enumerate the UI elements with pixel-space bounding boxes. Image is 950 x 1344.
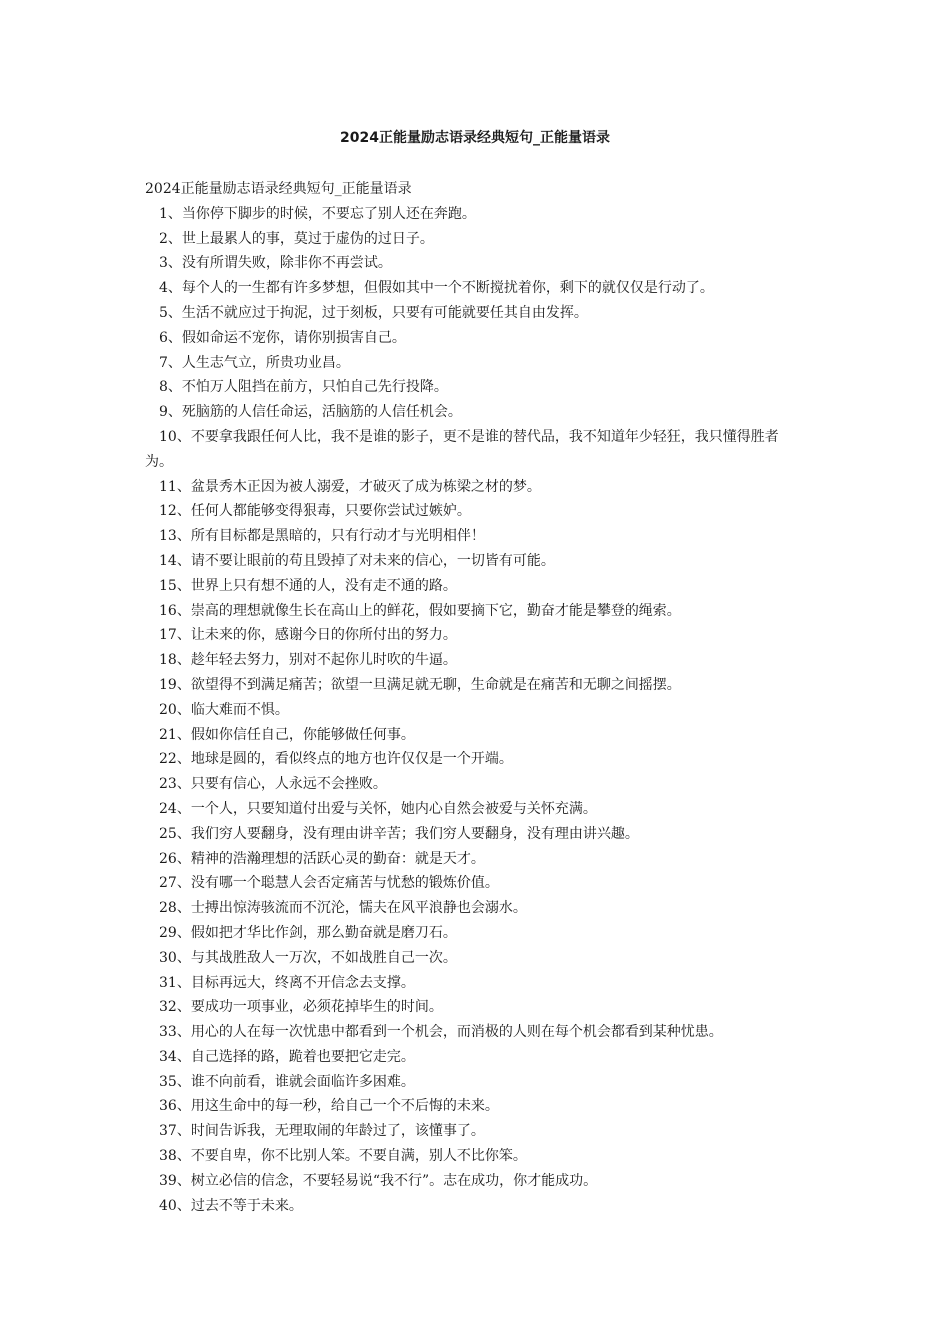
quote-item: 19、欲望得不到满足痛苦；欲望一旦满足就无聊，生命就是在痛苦和无聊之间摇摆。: [159, 676, 681, 693]
quote-list: [145, 202, 805, 1219]
quote-item: 13、所有目标都是黑暗的，只有行动才与光明相伴！: [159, 528, 485, 545]
quote-item: 21、假如你信任自己，你能够做任何事。: [159, 726, 415, 743]
quote-item: 22、地球是圆的，看似终点的地方也许仅仅是一个开端。: [159, 751, 513, 768]
quote-item: 37、时间告诉我，无理取闹的年龄过了，该懂事了。: [159, 1123, 485, 1140]
quote-item: 30、与其战胜敌人一万次，不如战胜自己一次。: [159, 949, 457, 966]
quote-item: 24、一个人，只要知道付出爱与关怀，她内心自然会被爱与关怀充满。: [159, 800, 597, 817]
quote-item: 12、任何人都能够变得狠毒，只要你尝试过嫉妒。: [159, 503, 471, 520]
quote-item: 25、我们穷人要翻身，没有理由讲辛苦；我们穷人要翻身，没有理由讲兴趣。: [159, 825, 639, 842]
quote-item: 23、只要有信心，人永远不会挫败。: [159, 776, 387, 793]
document-subtitle: 2024正能量励志语录经典短句_正能量语录: [145, 181, 412, 197]
quote-item: 3、没有所谓失败，除非你不再尝试。: [159, 255, 392, 272]
quote-item: 38、不要自卑，你不比别人笨。不要自满，别人不比你笨。: [159, 1148, 527, 1165]
quote-item: 36、用这生命中的每一秒，给自己一个不后悔的未来。: [159, 1098, 499, 1115]
document-body: [145, 177, 805, 1218]
quote-item: 10、不要拿我跟任何人比，我不是谁的影子，更不是谁的替代品，我不知道年少轻狂，我只懂得胜者为。: [145, 428, 779, 470]
quote-item: 28、士搏出惊涛骇流而不沉沦，懦夫在风平浪静也会溺水。: [159, 900, 527, 917]
quote-item: 16、崇高的理想就像生长在高山上的鲜花，假如要摘下它，勤奋才能是攀登的绳索。: [159, 602, 681, 619]
quote-item: 15、世界上只有想不通的人，没有走不通的路。: [159, 577, 457, 594]
quote-item: 26、精神的浩瀚理想的活跃心灵的勤奋：就是天才。: [159, 850, 485, 867]
quote-item: 39、树立必信的信念，不要轻易说“我不行”。志在成功，你才能成功。: [159, 1172, 598, 1189]
quote-item: 34、自己选择的路，跪着也要把它走完。: [159, 1048, 415, 1065]
quote-item: 29、假如把才华比作剑，那么勤奋就是磨刀石。: [159, 924, 457, 941]
quote-item: 32、要成功一项事业，必须花掉毕生的时间。: [159, 999, 443, 1016]
quote-item: 6、假如命运不宠你，请你别损害自己。: [159, 329, 406, 346]
quote-item: 7、人生志气立，所贵功业昌。: [159, 354, 350, 371]
quote-item: 31、目标再远大，终离不开信念去支撑。: [159, 974, 415, 991]
quote-item: 18、趁年轻去努力，别对不起你儿时吹的牛逼。: [159, 652, 457, 669]
quote-item: 11、盆景秀木正因为被人溺爱，才破灭了成为栋梁之材的梦。: [159, 478, 541, 495]
document-title: 2024正能量励志语录经典短句_正能量语录: [340, 130, 610, 146]
quote-item: 33、用心的人在每一次忧患中都看到一个机会，而消极的人则在每个机会都看到某种忧患。: [159, 1024, 723, 1041]
quote-item: 5、生活不就应过于拘泥，过于刻板，只要有可能就要任其自由发挥。: [159, 304, 588, 321]
quote-item: 35、谁不向前看，谁就会面临许多困难。: [159, 1073, 415, 1090]
quote-item: 14、请不要让眼前的苟且毁掉了对未来的信心，一切皆有可能。: [159, 552, 555, 569]
quote-item: 27、没有哪一个聪慧人会否定痛苦与忧愁的锻炼价值。: [159, 875, 499, 892]
quote-item: 2、世上最累人的事，莫过于虚伪的过日子。: [159, 230, 434, 247]
quote-item: 17、让未来的你，感谢今日的你所付出的努力。: [159, 627, 457, 644]
quote-item: 20、临大难而不惧。: [159, 701, 289, 718]
quote-item: 4、每个人的一生都有许多梦想，但假如其中一个不断搅扰着你，剩下的就仅仅是行动了。: [159, 280, 714, 297]
quote-item: 9、死脑筋的人信任命运，活脑筋的人信任机会。: [159, 404, 462, 421]
quote-item: 40、过去不等于未来。: [159, 1197, 303, 1214]
quote-item: 8、不怕万人阻挡在前方，只怕自己先行投降。: [159, 379, 448, 396]
quote-item: 1、当你停下脚步的时候，不要忘了别人还在奔跑。: [159, 205, 476, 222]
